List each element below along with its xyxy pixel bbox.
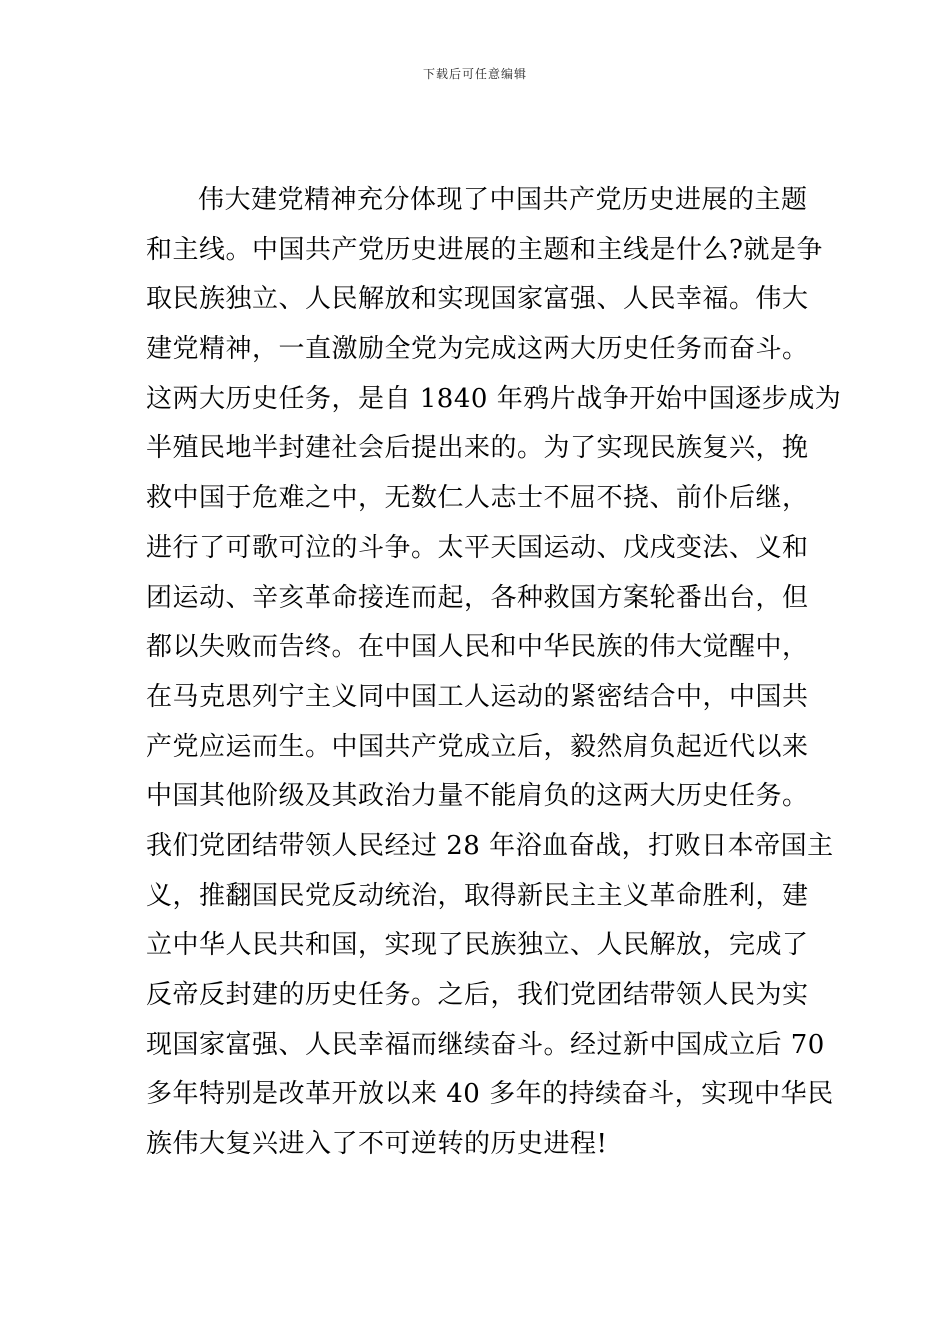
paragraph-line: 我们党团结带领人民经过 28 年浴血奋战，打败日本帝国主 <box>146 830 834 861</box>
paragraph-line: 产党应运而生。中国共产党成立后，毅然肩负起近代以来 <box>146 731 809 762</box>
paragraph-line: 反帝反封建的历史任务。之后，我们党团结带领人民为实 <box>146 980 809 1010</box>
paragraph-line: 族伟大复兴进入了不可逆转的历史进程! <box>146 1129 608 1160</box>
paragraph-line: 现国家富强、人民幸福而继续奋斗。经过新中国成立后 70 <box>146 1029 825 1060</box>
paragraph-line: 救中国于危难之中，无数仁人志士不屈不挠、前仆后继， <box>146 483 809 514</box>
body-paragraph <box>146 176 842 1170</box>
paragraph-line: 义，推翻国民党反动统治，取得新民主主义革命胜利，建 <box>146 880 809 911</box>
paragraph-line: 进行了可歌可泣的斗争。太平天国运动、戊戌变法、义和 <box>146 532 809 563</box>
paragraph-line: 伟大建党精神充分体现了中国共产党历史进展的主题 <box>198 185 808 215</box>
paragraph-line: 在马克思列宁主义同中国工人运动的紧密结合中，中国共 <box>146 681 809 712</box>
paragraph-line: 和主线。中国共产党历史进展的主题和主线是什么?就是争 <box>146 234 823 265</box>
paragraph-line: 立中华人民共和国，实现了民族独立、人民解放，完成了 <box>146 930 809 961</box>
paragraph-line: 多年特别是改革开放以来 40 多年的持续奋斗，实现中华民 <box>146 1079 834 1110</box>
paragraph-line: 这两大历史任务，是自 1840 年鸦片战争开始中国逐步成为 <box>146 383 842 414</box>
header-note: 下载后可任意编辑 <box>422 67 527 81</box>
paragraph-line: 半殖民地半封建社会后提出来的。为了实现民族复兴，挽 <box>146 433 809 464</box>
paragraph-line: 中国其他阶级及其政治力量不能肩负的这两大历史任务。 <box>146 781 809 812</box>
paragraph-line: 建党精神，一直激励全党为完成这两大历史任务而奋斗。 <box>146 334 809 365</box>
paragraph-line: 都以失败而告终。在中国人民和中华民族的伟大觉醒中， <box>146 632 809 663</box>
paragraph-line: 取民族独立、人民解放和实现国家富强、人民幸福。伟大 <box>146 284 809 315</box>
paragraph-line: 团运动、辛亥革命接连而起，各种救国方案轮番出台，但 <box>146 582 809 613</box>
